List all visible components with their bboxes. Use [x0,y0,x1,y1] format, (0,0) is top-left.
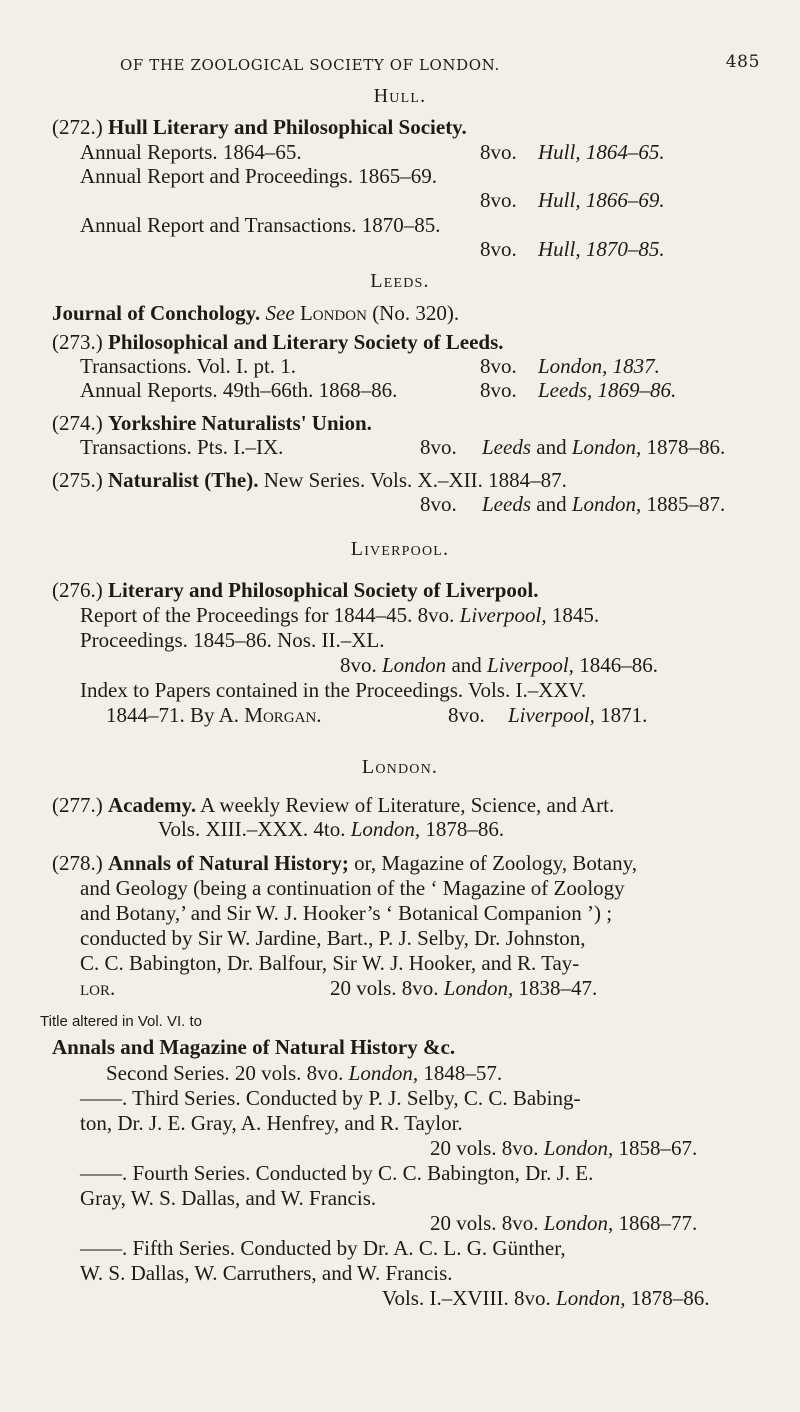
entry-275-heading [52,468,567,493]
entry-number: (273.) [52,330,103,354]
format: 8vo. [480,140,517,164]
entry-276-line-3: 8vo. London and Liverpool, 1846–86. [340,653,658,677]
entry-274-heading [52,411,372,436]
entry-number: (278.) [52,851,103,875]
place-date: Hull, 1866–69. [538,188,665,212]
editorial-note: Title altered in Vol. VI. to [40,1013,203,1030]
format: 8vo. [420,435,457,459]
entry-278-line-4: conducted by Sir W. Jardine, Bart., P. J. Selby, Dr. Johnston, [80,926,586,950]
format: 8vo. [480,378,517,402]
entry-276-line-4: Index to Papers contained in the Proceedings. Vols. I.–XXV. [80,678,587,702]
format: 8vo. [480,237,517,261]
reference-number: (No. 320). [372,301,460,325]
fifth-series-line-1: ——. Fifth Series. Conducted by Dr. A. C. L. G. Günther, [80,1236,566,1260]
section-heading-leeds: Leeds. [370,270,430,292]
entry-title: Academy. [108,793,197,817]
third-series-line-2: ton, Dr. J. E. Gray, A. Henfrey, and R. Taylor. [80,1111,463,1135]
entry-title: Journal of Conchology. [52,301,261,325]
entry-number: (276.) [52,578,103,602]
entry-number: (277.) [52,793,103,817]
format: 8vo. [420,492,457,516]
entry-title: Hull Literary and Philosophical Society. [108,115,467,139]
entry-title: Literary and Philosophical Society of Liverpool. [108,578,539,602]
place-date: Leeds and London, 1885–87. [482,492,726,516]
entry-277-heading: (277.) Academy. A weekly Review of Literature, Science, and Art. [52,793,615,817]
entry-278-line-6: 20 vols. 8vo. London, 1838–47. [330,976,598,1000]
entry-title: Annals of Natural History; [108,851,349,875]
place-date: Leeds and London, 1878–86. [482,435,726,459]
fourth-series-line-1: ——. Fourth Series. Conducted by C. C. Babington, Dr. J. E. [80,1161,594,1185]
entry-276-line-1: Report of the Proceedings for 1844–45. 8vo. Liverpool, 1845. [80,603,600,627]
entry-number: (272.) [52,115,103,139]
entry-272-line-3: Annual Report and Transactions. 1870–85. [80,213,441,237]
second-series: Second Series. 20 vols. 8vo. London, 1848–57. [106,1061,503,1085]
entry-278-line-5: C. C. Babington, Dr. Balfour, Sir W. J. Hooker, and R. Tay- [80,951,580,975]
entry-278-line-6a: lor. [80,976,116,1000]
entry-273-heading [52,330,504,355]
journal-of-conchology [52,301,459,326]
author: Morgan. [244,703,322,727]
format: 8vo. [480,188,517,212]
third-series-line-1: ——. Third Series. Conducted by P. J. Selby, C. C. Babing- [80,1086,581,1110]
place-date: Liverpool, 1871. [508,703,648,727]
entry-272-line-2: Annual Report and Proceedings. 1865–69. [80,164,437,188]
fifth-series-line-2: W. S. Dallas, W. Carruthers, and W. Francis. [80,1261,453,1285]
entry-title: Philosophical and Literary Society of Leeds. [108,330,504,354]
format: 8vo. [448,703,485,727]
section-heading-hull: Hull. [373,85,427,107]
section-heading-london: London. [361,756,439,778]
entry-278-line-3: and Botany,’ and Sir W. J. Hooker’s ‘ Botanical Companion ’) ; [80,901,613,925]
section-heading-liverpool: Liverpool. [350,538,450,560]
entry-number: (274.) [52,411,103,435]
entry-273-line-2: Annual Reports. 49th–66th. 1868–86. [80,378,398,402]
page-number: 485 [725,52,760,72]
fifth-series-line-3: Vols. I.–XVIII. 8vo. London, 1878–86. [382,1286,710,1310]
third-series-line-3: 20 vols. 8vo. London, 1858–67. [430,1136,698,1160]
entry-276-line-5: 1844–71. By A. Morgan. [106,703,322,727]
entry-275-line-1: New Series. Vols. X.–XII. 1884–87. [263,468,567,492]
entry-276-heading [52,578,539,603]
entry-title: Yorkshire Naturalists' Union. [108,411,372,435]
entry-272-heading [52,115,467,140]
format: 8vo. [480,354,517,378]
entry-number: (275.) [52,468,103,492]
entry-276-line-2: Proceedings. 1845–86. Nos. II.–XL. [80,628,385,652]
place-date: Hull, 1870–85. [538,237,665,261]
entry-title: Naturalist (The). [108,468,259,492]
fourth-series-line-3: 20 vols. 8vo. London, 1868–77. [430,1211,698,1235]
entry-273-line-1: Transactions. Vol. I. pt. 1. [80,354,297,378]
place-date: Leeds, 1869–86. [538,378,677,402]
entry-274-line-1: Transactions. Pts. I.–IX. [80,435,284,459]
annals-magazine-title: Annals and Magazine of Natural History &c. [52,1035,456,1059]
entry-277-line-2: Vols. XIII.–XXX. 4to. London, 1878–86. [158,817,505,841]
see-reference: See [265,301,295,325]
running-header-title: OF THE ZOOLOGICAL SOCIETY OF LONDON. [120,56,500,74]
reference-target: London [299,301,367,325]
entry-272-line-1: Annual Reports. 1864–65. [80,140,302,164]
place-date: Hull, 1864–65. [538,140,665,164]
entry-278-heading: (278.) Annals of Natural History; or, Magazine of Zoology, Botany, [52,851,637,875]
entry-278-line-2: and Geology (being a continuation of the ‘ Magazine of Zoology [80,876,625,900]
fourth-series-line-2: Gray, W. S. Dallas, and W. Francis. [80,1186,377,1210]
place-date: London, 1837. [538,354,660,378]
